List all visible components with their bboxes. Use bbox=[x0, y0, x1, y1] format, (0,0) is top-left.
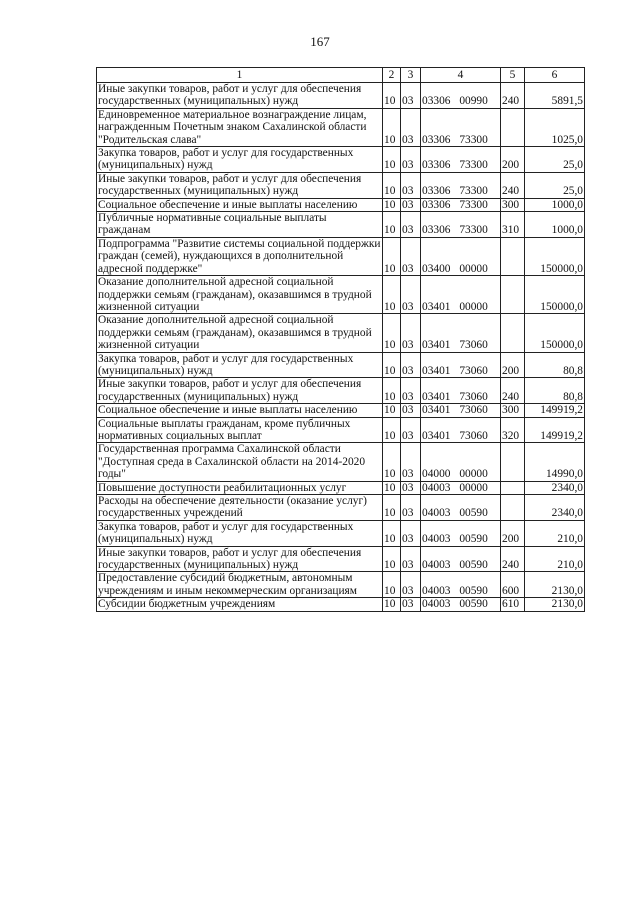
row-expense-type: 240 bbox=[501, 378, 525, 404]
row-name: Социальные выплаты гражданам, кроме публичных нормативных социальных выплат bbox=[97, 417, 383, 443]
row-expense-type bbox=[501, 481, 525, 494]
table-row bbox=[97, 443, 585, 481]
row-target-article: 03400 00000 bbox=[421, 237, 501, 275]
row-section: 10 bbox=[383, 443, 401, 481]
row-amount: 150000,0 bbox=[525, 276, 585, 314]
row-expense-type: 600 bbox=[501, 572, 525, 598]
row-name: Предоставление субсидий бюджетным, автономным учреждениям и иным некоммерческим организациям bbox=[97, 572, 383, 598]
table-row bbox=[97, 83, 585, 109]
row-amount: 2130,0 bbox=[525, 598, 585, 611]
row-amount: 2340,0 bbox=[525, 495, 585, 521]
row-subsection: 03 bbox=[401, 481, 421, 494]
row-target-article: 04003 00590 bbox=[421, 598, 501, 611]
row-expense-type bbox=[501, 495, 525, 521]
budget-table bbox=[96, 67, 585, 612]
row-name: Государственная программа Сахалинской области "Доступная среда в Сахалинской области на 2014-2020 годы" bbox=[97, 443, 383, 481]
row-expense-type bbox=[501, 237, 525, 275]
table-row bbox=[97, 520, 585, 546]
row-subsection: 03 bbox=[401, 378, 421, 404]
row-target-article: 03401 73060 bbox=[421, 352, 501, 378]
table-row bbox=[97, 147, 585, 173]
row-amount: 80,8 bbox=[525, 352, 585, 378]
row-subsection: 03 bbox=[401, 546, 421, 572]
row-name: Социальное обеспечение и иные выплаты населению bbox=[97, 198, 383, 211]
row-subsection: 03 bbox=[401, 443, 421, 481]
row-section: 10 bbox=[383, 404, 401, 417]
row-expense-type: 610 bbox=[501, 598, 525, 611]
row-expense-type bbox=[501, 443, 525, 481]
row-expense-type bbox=[501, 108, 525, 146]
row-amount: 150000,0 bbox=[525, 314, 585, 352]
table-row bbox=[97, 481, 585, 494]
row-subsection: 03 bbox=[401, 314, 421, 352]
row-target-article: 03401 73060 bbox=[421, 417, 501, 443]
row-subsection: 03 bbox=[401, 417, 421, 443]
row-subsection: 03 bbox=[401, 172, 421, 198]
row-expense-type bbox=[501, 314, 525, 352]
row-amount: 1025,0 bbox=[525, 108, 585, 146]
row-amount: 14990,0 bbox=[525, 443, 585, 481]
row-name: Единовременное материальное вознаграждение лицам, награжденным Почетным знаком Сахалинской области "Родительская слава" bbox=[97, 108, 383, 146]
table-row bbox=[97, 198, 585, 211]
table-row bbox=[97, 598, 585, 611]
page-number: 167 bbox=[310, 34, 330, 49]
table-row bbox=[97, 212, 585, 238]
row-name: Оказание дополнительной адресной социальной поддержки семьям (гражданам), оказавшимся в трудной жизненной ситуации bbox=[97, 314, 383, 352]
row-subsection: 03 bbox=[401, 352, 421, 378]
row-section: 10 bbox=[383, 495, 401, 521]
row-subsection: 03 bbox=[401, 108, 421, 146]
row-target-article: 03306 73300 bbox=[421, 108, 501, 146]
row-name: Иные закупки товаров, работ и услуг для обеспечения государственных (муниципальных) нужд bbox=[97, 378, 383, 404]
row-subsection: 03 bbox=[401, 404, 421, 417]
row-section: 10 bbox=[383, 83, 401, 109]
row-amount: 5891,5 bbox=[525, 83, 585, 109]
row-section: 10 bbox=[383, 481, 401, 494]
row-name: Публичные нормативные социальные выплаты гражданам bbox=[97, 212, 383, 238]
row-section: 10 bbox=[383, 237, 401, 275]
row-section: 10 bbox=[383, 212, 401, 238]
row-subsection: 03 bbox=[401, 276, 421, 314]
row-amount: 2340,0 bbox=[525, 481, 585, 494]
row-target-article: 03306 73300 bbox=[421, 172, 501, 198]
row-name: Закупка товаров, работ и услуг для государственных (муниципальных) нужд bbox=[97, 352, 383, 378]
row-expense-type: 310 bbox=[501, 212, 525, 238]
table-row bbox=[97, 572, 585, 598]
row-amount: 210,0 bbox=[525, 520, 585, 546]
row-section: 10 bbox=[383, 572, 401, 598]
header-col-1: 1 bbox=[97, 68, 383, 83]
row-expense-type: 320 bbox=[501, 417, 525, 443]
row-target-article: 04003 00590 bbox=[421, 572, 501, 598]
row-target-article: 03306 73300 bbox=[421, 198, 501, 211]
row-subsection: 03 bbox=[401, 598, 421, 611]
table-row bbox=[97, 546, 585, 572]
header-row bbox=[97, 68, 585, 83]
row-name: Закупка товаров, работ и услуг для государственных (муниципальных) нужд bbox=[97, 147, 383, 173]
table-row bbox=[97, 404, 585, 417]
table-row bbox=[97, 314, 585, 352]
row-subsection: 03 bbox=[401, 147, 421, 173]
row-expense-type: 200 bbox=[501, 520, 525, 546]
row-amount: 1000,0 bbox=[525, 212, 585, 238]
row-target-article: 04003 00590 bbox=[421, 495, 501, 521]
row-section: 10 bbox=[383, 417, 401, 443]
row-amount: 149919,2 bbox=[525, 404, 585, 417]
row-subsection: 03 bbox=[401, 83, 421, 109]
row-target-article: 04003 00000 bbox=[421, 481, 501, 494]
row-amount: 210,0 bbox=[525, 546, 585, 572]
row-target-article: 04003 00590 bbox=[421, 520, 501, 546]
row-section: 10 bbox=[383, 520, 401, 546]
row-subsection: 03 bbox=[401, 495, 421, 521]
header-col-3: 3 bbox=[401, 68, 421, 83]
header-col-5: 5 bbox=[501, 68, 525, 83]
row-section: 10 bbox=[383, 108, 401, 146]
row-target-article: 03401 73060 bbox=[421, 314, 501, 352]
row-name: Иные закупки товаров, работ и услуг для обеспечения государственных (муниципальных) нужд bbox=[97, 83, 383, 109]
table-row bbox=[97, 417, 585, 443]
row-expense-type: 240 bbox=[501, 546, 525, 572]
row-section: 10 bbox=[383, 546, 401, 572]
row-name: Оказание дополнительной адресной социальной поддержки семьям (гражданам), оказавшимся в трудной жизненной ситуации bbox=[97, 276, 383, 314]
table-row bbox=[97, 237, 585, 275]
table-row bbox=[97, 276, 585, 314]
row-name: Подпрограмма "Развитие системы социальной поддержки граждан (семей), нуждающихся в дополнительной адресной поддержке" bbox=[98, 237, 381, 275]
row-expense-type bbox=[501, 276, 525, 314]
row-section: 10 bbox=[383, 276, 401, 314]
row-expense-type: 240 bbox=[501, 83, 525, 109]
row-amount: 80,8 bbox=[525, 378, 585, 404]
table-row bbox=[97, 108, 585, 146]
row-name: Иные закупки товаров, работ и услуг для обеспечения государственных (муниципальных) нужд bbox=[97, 172, 383, 198]
row-section: 10 bbox=[383, 314, 401, 352]
table-row bbox=[97, 172, 585, 198]
row-expense-type: 240 bbox=[501, 172, 525, 198]
table-body bbox=[97, 83, 585, 612]
row-name: Повышение доступности реабилитационных услуг bbox=[97, 481, 383, 494]
table-row bbox=[97, 378, 585, 404]
row-amount: 2130,0 bbox=[525, 572, 585, 598]
row-section: 10 bbox=[383, 147, 401, 173]
row-amount: 150000,0 bbox=[525, 237, 585, 275]
row-name: Иные закупки товаров, работ и услуг для обеспечения государственных (муниципальных) нужд bbox=[97, 546, 383, 572]
row-target-article: 04003 00590 bbox=[421, 546, 501, 572]
row-target-article: 03401 73060 bbox=[421, 378, 501, 404]
row-section: 10 bbox=[383, 198, 401, 211]
row-name: Расходы на обеспечение деятельности (оказание услуг) государственных учреждений bbox=[97, 495, 383, 521]
row-section: 10 bbox=[383, 378, 401, 404]
row-target-article: 03401 00000 bbox=[421, 276, 501, 314]
row-target-article: 03306 73300 bbox=[421, 147, 501, 173]
table-row bbox=[97, 352, 585, 378]
row-amount: 1000,0 bbox=[525, 198, 585, 211]
row-target-article: 03306 00990 bbox=[421, 83, 501, 109]
row-section: 10 bbox=[383, 172, 401, 198]
row-target-article: 03306 73300 bbox=[421, 212, 501, 238]
row-target-article: 04000 00000 bbox=[421, 443, 501, 481]
row-expense-type: 200 bbox=[501, 352, 525, 378]
row-subsection: 03 bbox=[401, 212, 421, 238]
header-col-2: 2 bbox=[383, 68, 401, 83]
row-target-article: 03401 73060 bbox=[421, 404, 501, 417]
row-section: 10 bbox=[383, 598, 401, 611]
row-section: 10 bbox=[383, 352, 401, 378]
row-expense-type: 300 bbox=[501, 198, 525, 211]
row-name: Социальное обеспечение и иные выплаты населению bbox=[97, 404, 383, 417]
row-subsection: 03 bbox=[401, 572, 421, 598]
table-row bbox=[97, 495, 585, 521]
row-amount: 25,0 bbox=[525, 172, 585, 198]
row-amount: 25,0 bbox=[525, 147, 585, 173]
row-subsection: 03 bbox=[401, 237, 421, 275]
row-expense-type: 300 bbox=[501, 404, 525, 417]
table-header bbox=[97, 68, 585, 83]
row-expense-type: 200 bbox=[501, 147, 525, 173]
row-subsection: 03 bbox=[401, 198, 421, 211]
row-name: Субсидии бюджетным учреждениям bbox=[97, 598, 383, 611]
row-name: Закупка товаров, работ и услуг для государственных (муниципальных) нужд bbox=[97, 520, 383, 546]
header-col-4: 4 bbox=[421, 68, 501, 83]
row-subsection: 03 bbox=[401, 520, 421, 546]
header-col-6: 6 bbox=[525, 68, 585, 83]
row-amount: 149919,2 bbox=[525, 417, 585, 443]
